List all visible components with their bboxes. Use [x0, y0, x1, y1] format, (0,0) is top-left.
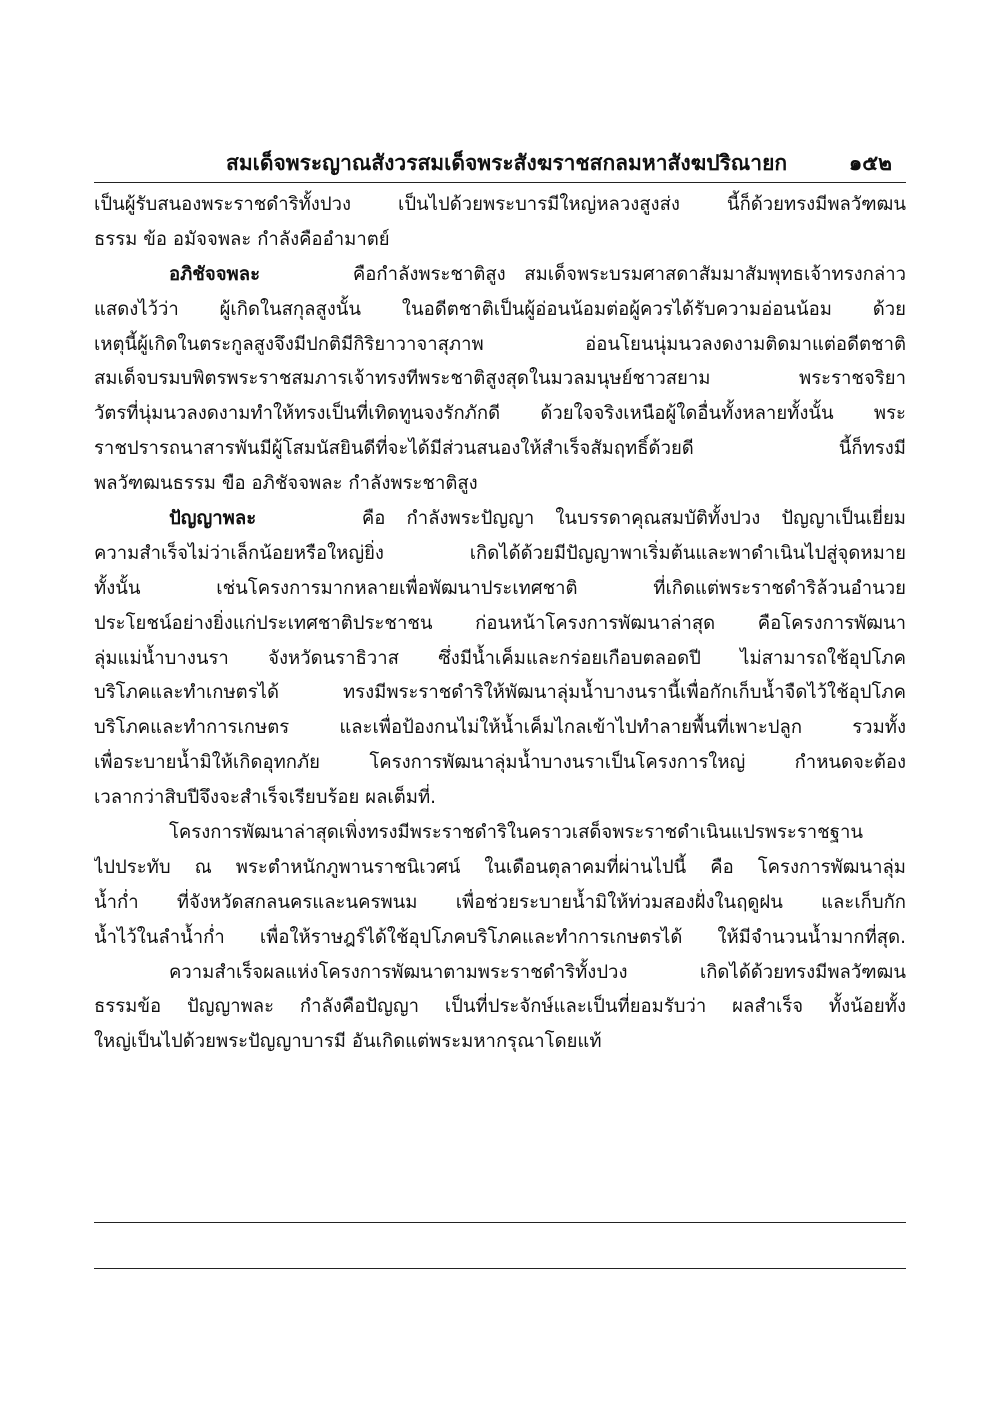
page-header [94, 147, 906, 181]
text-line: เพื่อระบายน้ำมิให้เกิดอุทกภัย โครงการพัฒนาลุ่มน้ำบางนราเป็นโครงการใหญ่ กำหนดจะต้อง [94, 752, 906, 774]
text-line: โครงการพัฒนาล่าสุดเพิ่งทรงมีพระราชดำริในคราวเสด็จพระราชดำเนินแปรพระราชฐาน [169, 822, 863, 844]
text-line [94, 258, 906, 293]
paragraph-2 [94, 258, 906, 502]
header-rule [94, 182, 906, 183]
text-line: น้ำก่ำ ที่จังหวัดสกลนครและนครพนม เพื่อช่วยระบายน้ำมิให้ท่วมสองฝั่งในฤดูฝน และเก็บกัก [94, 891, 906, 913]
text-line: ราชปรารถนาสารพันมีผู้โสมนัสยินดีที่จะได้มีส่วนสนองให้สำเร็จสัมฤทธิ์ด้วยดี นี้ก็ทรงมี [94, 438, 906, 460]
text-line: เป็นผู้รับสนองพระราชดำริทั้งปวง เป็นไปด้วยพระบารมีใหญ่หลวงสูงส่ง นี้ก็ด้วยทรงมีพลวัฑฒน [94, 194, 906, 215]
text-line: ใหญ่เป็นไปด้วยพระปัญญาบารมี อันเกิดแต่พระมหากรุณาโดยแท้ [94, 1031, 602, 1053]
term-abhijacca-bala: อภิชัจจพละ [169, 263, 261, 285]
paragraph-5 [94, 956, 906, 1061]
text-line: ทั้งนั้น เช่นโครงการมากหลายเพื่อพัฒนาประเทศชาติ ที่เกิดแต่พระราชดำริล้วนอำนวย [94, 577, 906, 599]
text-line: ธรรมข้อ ปัญญาพละ กำลังคือปัญญา เป็นที่ประจักษ์และเป็นที่ยอมรับว่า ผลสำเร็จ ทั้งน้อยทั้ง [94, 996, 906, 1018]
paragraph-4 [94, 816, 906, 956]
text-line: บริโภคและทำเกษตรได้ ทรงมีพระราชดำริให้พัฒนาลุ่มน้ำบางนรานี้เพื่อกักเก็บน้ำจืดไว้ใช้อุปโภค [94, 682, 906, 704]
text-line: บริโภคและทำการเกษตร และเพื่อป้องกนไม่ให้น้ำเค็มไกลเข้าไปทำลายพื้นที่เพาะปลูก รวมทั้ง [94, 717, 906, 739]
term-panna-bala: ปัญญาพละ [169, 508, 257, 530]
text-line: เวลากว่าสิบปีจึงจะสำเร็จเรียบร้อย ผลเต็มที่. [94, 787, 437, 809]
page-number: ๑๕๒ [848, 151, 892, 175]
text-line: ประโยชน์อย่างยิ่งแก่ประเทศชาติประชาชน ก่อนหน้าโครงการพัฒนาล่าสุด คือโครงการพัฒนา [94, 612, 906, 634]
paragraph-1 [94, 188, 906, 258]
paragraph-3 [94, 502, 906, 816]
running-title: สมเด็จพระญาณสังวรสมเด็จพระสังฆราชสกลมหาสังฆปริณายก [226, 151, 788, 175]
footer-rule-bottom [94, 1268, 906, 1269]
text-line: เหตุนี้ผู้เกิดในตระกูลสูงจึงมีปกติมีกิริยาวาจาสุภาพ อ่อนโยนนุ่มนวลงดงามติดมาแต่อดีตชาติ [94, 333, 906, 355]
text-line: ธรรม ข้อ อมัจจพละ กำลังคืออำมาตย์ [94, 228, 390, 250]
body-text [94, 188, 906, 1060]
text-span: คือ กำลังพระปัญญา ในบรรดาคุณสมบัติทั้งปวง ปัญญาเป็นเยี่ยม [361, 508, 906, 530]
text-line: ความสำเร็จไม่ว่าเล็กน้อยหรือใหญ่ยิ่ง เกิดได้ด้วยมีปัญญาพาเริ่มต้นและพาดำเนินไปสู่จุดหมาย [94, 542, 906, 564]
text-line [94, 502, 906, 537]
text-span: คือกำลังพระชาติสูง สมเด็จพระบรมศาสดาสัมมาสัมพุทธเจ้าทรงกล่าว [352, 263, 906, 285]
text-line: แสดงไว้ว่า ผู้เกิดในสกุลสูงนั้น ในอดีตชาติเป็นผู้อ่อนน้อมต่อผู้ควรได้รับความอ่อนน้อม ด้วย [94, 298, 906, 320]
text-line: วัตรที่นุ่มนวลงดงามทำให้ทรงเป็นที่เทิดทูนจงรักภักดี ด้วยใจจริงเหนือผู้ใดอื่นทั้งหลายทั้งนั้น พระ [94, 403, 906, 425]
text-line: น้ำไว้ในลำน้ำก่ำ เพื่อให้ราษฎร์ได้ใช้อุปโภคบริโภคและทำการเกษตรได้ ให้มีจำนวนน้ำมากที่สุด. [94, 926, 906, 948]
text-line: ลุ่มแม่น้ำบางนรา จังหวัดนราธิวาส ซึ่งมีน้ำเค็มและกร่อยเกือบตลอดปี ไม่สามารถใช้อุปโภค [94, 647, 906, 669]
text-line: ไปประทับ ณ พระตำหนักภูพานราชนิเวศน์ ในเดือนตุลาคมที่ผ่านไปนี้ คือ โครงการพัฒนาลุ่ม [94, 856, 906, 878]
text-line: พลวัฑฒนธรรม ขือ อภิชัจจพละ กำลังพระชาติสูง [94, 473, 478, 495]
text-line: ความสำเร็จผลแห่งโครงการพัฒนาตามพระราชดำริทั้งปวง เกิดได้ด้วยทรงมีพลวัฑฒน [169, 961, 906, 983]
footer-rule-top [94, 1222, 906, 1223]
text-line: สมเด็จบรมบพิตรพระราชสมภารเจ้าทรงทีพระชาติสูงสุดในมวลมนุษย์ชาวสยาม พระราชจริยา [94, 368, 906, 390]
